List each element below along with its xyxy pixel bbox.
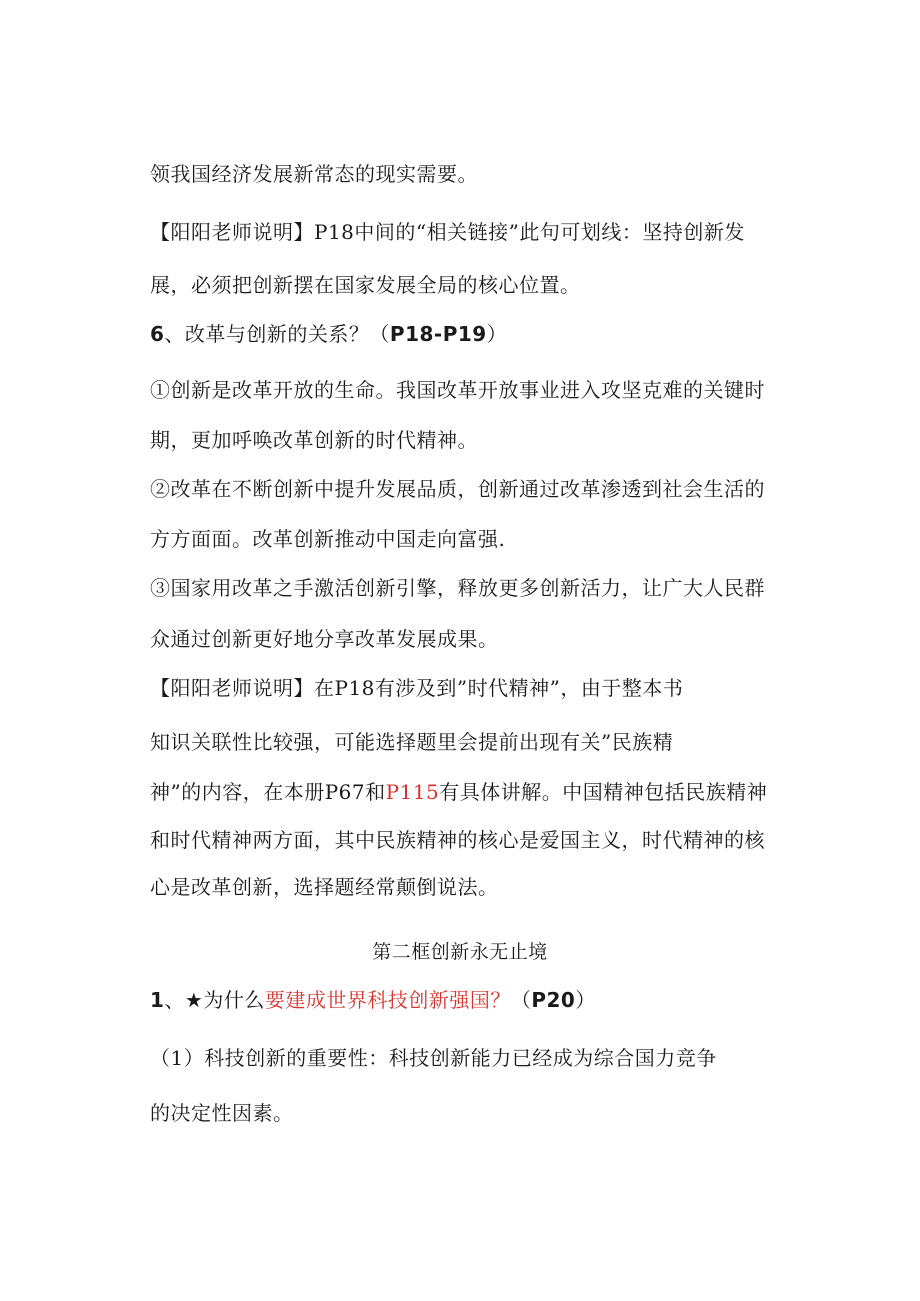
question-open: （ [510, 988, 532, 1012]
teacher-note: 【阳阳老师说明】P18中间的“相关链接”此句可划线：坚持创新发 [150, 220, 745, 244]
question-number: 6 [150, 322, 165, 346]
question-6-heading [150, 320, 507, 348]
question-close: ） [575, 988, 596, 1012]
page-ref: P20 [531, 988, 576, 1012]
answer-1: （1）科技创新的重要性：科技创新能力已经成为综合国力竞争 [150, 1046, 717, 1070]
question-text: 、改革与创新的关系？（ [164, 322, 390, 346]
note-text: 有具体讲解。中国精神包括民族精神 [439, 780, 768, 804]
question-close: ） [486, 322, 508, 346]
teacher-note-2-line2: 知识关联性比较强，可能选择题里会提前出现有关”民族精 [150, 730, 674, 754]
highlight-page-ref: P115 [385, 780, 440, 804]
teacher-note-2-line3 [150, 778, 767, 806]
answer-1-cont: 的决定性因素。 [150, 1101, 294, 1125]
teacher-note-cont: 展，必须把创新摆在国家发展全局的核心位置。 [150, 273, 581, 297]
text-line: 领我国经济发展新常态的现实需要。 [150, 162, 478, 186]
page-ref: P18-P19 [389, 322, 487, 346]
point-2: ②改革在不断创新中提升发展品质，创新通过改革渗透到社会生活的 [150, 477, 765, 501]
point-3: ③国家用改革之手激活创新引擎，释放更多创新活力，让广大人民群 [150, 576, 765, 600]
point-3-cont: 众通过创新更好地分享改革发展成果。 [150, 627, 499, 651]
point-1-cont: 期，更加呼唤改革创新的时代精神。 [150, 428, 478, 452]
question-number: 1 [150, 988, 165, 1012]
question-1-heading [150, 986, 596, 1014]
teacher-note-2-line4: 和时代精神两方面，其中民族精神的核心是爱国主义，时代精神的核 [150, 828, 765, 852]
point-1: ①创新是改革开放的生命。我国改革开放事业进入攻坚克难的关键时 [150, 378, 765, 402]
question-highlight: 要建成世界科技创新强国？ [264, 988, 511, 1012]
note-text: 神”的内容，在本册P67和 [150, 780, 386, 804]
teacher-note-2-line5: 心是改革创新，选择题经常颠倒说法。 [150, 875, 499, 899]
section-title: 第二框创新永无止境 [372, 941, 548, 963]
point-2-cont: 方方面面。改革创新推动中国走向富强. [150, 527, 506, 551]
teacher-note-2: 【阳阳老师说明】在P18有涉及到”时代精神”，由于整本书 [150, 676, 684, 700]
question-text: 、★为什么 [164, 988, 265, 1012]
